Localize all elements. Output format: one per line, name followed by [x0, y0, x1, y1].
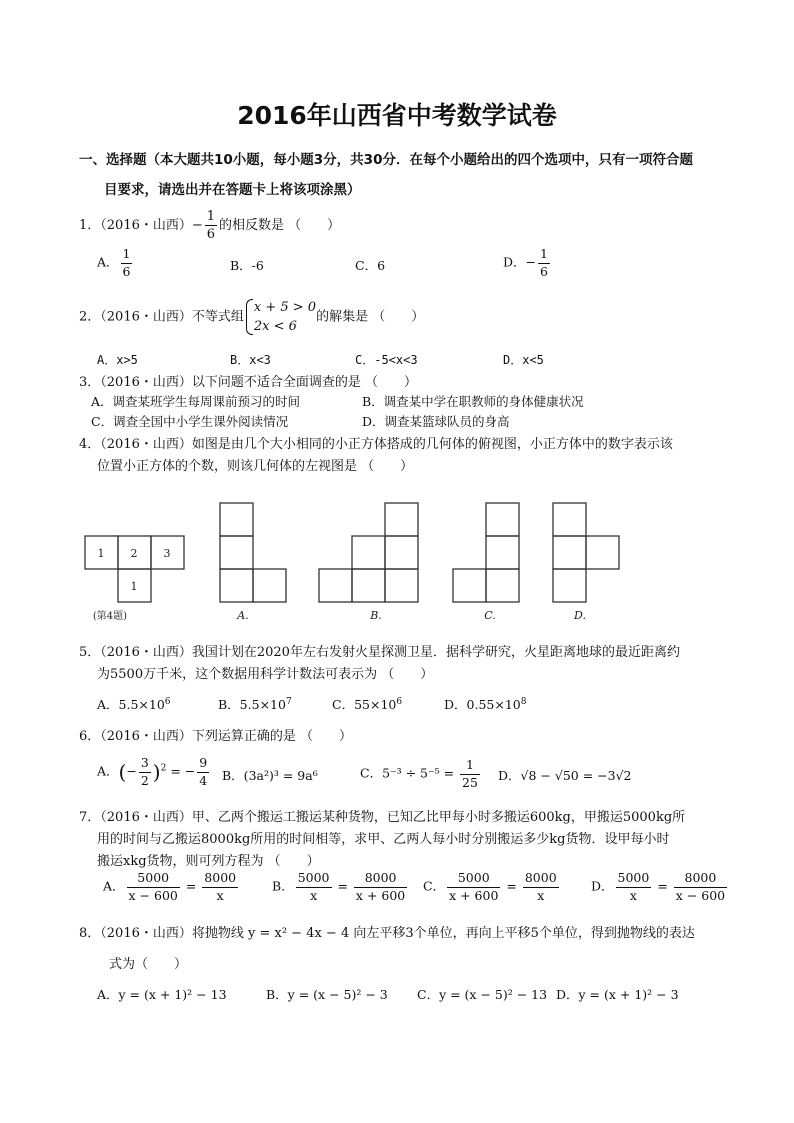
question-7-line3: 搬运xkg货物，则可列方程为 （ ）	[97, 854, 320, 869]
q2-option-b[interactable]: B．x<3	[230, 353, 271, 367]
q2-inequality-system: x + 5 > 0 2x < 6	[244, 298, 316, 336]
q8-option-c[interactable]: C．y = (x − 5)² − 13	[417, 987, 548, 1002]
question-4-line2: 位置小正方体的个数，则该几何体的左视图是 （ ）	[97, 459, 414, 474]
fig-caption: (第4题)	[92, 611, 128, 622]
q1-option-a[interactable]: A． $\frac{1}{6}$	[97, 246, 131, 279]
q7-option-c[interactable]: C． $\frac{5000}{x + 600}$ = $\frac{8000}{x}$	[423, 870, 557, 903]
q8-option-d[interactable]: D．y = (x + 1)² − 3	[556, 987, 679, 1002]
q1-fraction: $\frac{1}{6}$	[206, 209, 216, 242]
fig-cell-4: 1	[130, 580, 138, 593]
q5-option-d[interactable]: D．$0.55\times 10^8$	[444, 696, 527, 712]
q7-option-a[interactable]: A． $\frac{5000}{x - 600}$ = $\frac{8000}{x}$	[103, 870, 237, 903]
q2-option-c[interactable]: C．-5<x<3	[355, 353, 418, 367]
q1-option-b[interactable]: B．-6	[230, 258, 264, 273]
question-5-line1: 5．（2016・山西）我国计划在2020年左右发射火星探测卫星．据科学研究，火星距离地球的最近距离约	[79, 645, 680, 660]
fig-label-d: D.	[574, 609, 586, 622]
q4-figure	[80, 498, 720, 630]
q3-option-d[interactable]: D．调查某篮球队员的身高	[362, 414, 510, 429]
question-3: 3．（2016・山西）以下问题不适合全面调查的是 （ ）	[79, 375, 417, 390]
fig-cell-2: 2	[130, 547, 138, 560]
fig-cell-3: 3	[163, 547, 171, 560]
q3-option-c[interactable]: C．调查全国中小学生课外阅读情况	[91, 414, 289, 429]
section-heading-line1: 一、选择题（本大题共10小题，每小题3分，共30分．在每个小题给出的四个选项中，只有一项符合题	[79, 152, 693, 168]
q3-option-b[interactable]: B．调查某中学在职教师的身体健康状况	[362, 394, 584, 409]
q1-suffix: 的相反数是 （ ）	[219, 218, 341, 233]
fig-label-b: B.	[370, 609, 382, 622]
q6-option-b[interactable]: B．(3a²)³ = 9a⁶	[222, 768, 318, 783]
q6-option-a[interactable]: A．(− $\frac{3}{2}$ )$^2$ = − $\frac{9}{4}$	[97, 755, 208, 788]
q6-option-d[interactable]: D．√8 − √50 = −3√2	[498, 768, 632, 783]
section-heading-line2: 目要求，请选出并在答题卡上将该项涂黑）	[104, 182, 361, 198]
fig-label-a: A.	[237, 609, 249, 622]
q3-option-a[interactable]: A．调查某班学生每周课前预习的时间	[91, 394, 301, 409]
question-5-line2: 为5500万千米，这个数据用科学计数法可表示为 （ ）	[97, 667, 434, 682]
q1-option-d[interactable]: D．− $\frac{1}{6}$	[503, 246, 548, 279]
q8-option-b[interactable]: B．y = (x − 5)² − 3	[266, 987, 388, 1002]
q8-option-a[interactable]: A．y = (x + 1)² − 13	[97, 987, 227, 1002]
q1-prefix: 1．（2016・山西）−	[79, 218, 203, 233]
page-title: 2016年山西省中考数学试卷	[237, 101, 557, 130]
question-1	[79, 210, 340, 241]
q5-option-a[interactable]: A．$5.5\times 10^6$	[97, 696, 171, 712]
question-8-line1: 8．（2016・山西）将抛物线 y = x² − 4x − 4 向左平移3个单位，再向上平移5个单位，得到抛物线的表达	[79, 926, 695, 941]
q5-option-b[interactable]: B．$5.5\times 10^7$	[218, 696, 292, 712]
question-7-line2: 用的时间与乙搬运8000kg所用的时间相等，求甲、乙两人每小时分别搬运多少kg货物．设甲每小时	[97, 832, 670, 847]
q7-option-b[interactable]: B． $\frac{5000}{x}$ = $\frac{8000}{x + 600}$	[272, 870, 406, 903]
q2-option-d[interactable]: D．x<5	[503, 353, 544, 367]
fig-label-c: C.	[484, 609, 496, 622]
fig-cell-1: 1	[97, 547, 105, 560]
question-4-line1: 4．（2016・山西）如图是由几个大小相同的小正方体搭成的几何体的俯视图，小正方体中的数字表示该	[79, 437, 673, 452]
q2-option-a[interactable]: A．x>5	[97, 353, 138, 367]
question-8-line2: 式为（ ）	[109, 957, 188, 972]
question-2: 2．（2016・山西）不等式组 x + 5 > 0 2x < 6 的解集是 （ ）	[79, 300, 425, 334]
q7-option-d[interactable]: D． $\frac{5000}{x}$ = $\frac{8000}{x - 600}$	[591, 870, 726, 903]
question-7-line1: 7．（2016・山西）甲、乙两个搬运工搬运某种货物，已知乙比甲每小时多搬运600kg，甲搬运5000kg所	[79, 810, 686, 825]
question-6: 6．（2016・山西）下列运算正确的是 （ ）	[79, 729, 352, 744]
q1-option-c[interactable]: C．6	[355, 258, 386, 273]
q5-option-c[interactable]: C．$55\times 10^6$	[332, 696, 403, 712]
q6-option-c[interactable]: C．5⁻³ ÷ 5⁻⁵ = $\frac{1}{25}$	[360, 757, 478, 790]
